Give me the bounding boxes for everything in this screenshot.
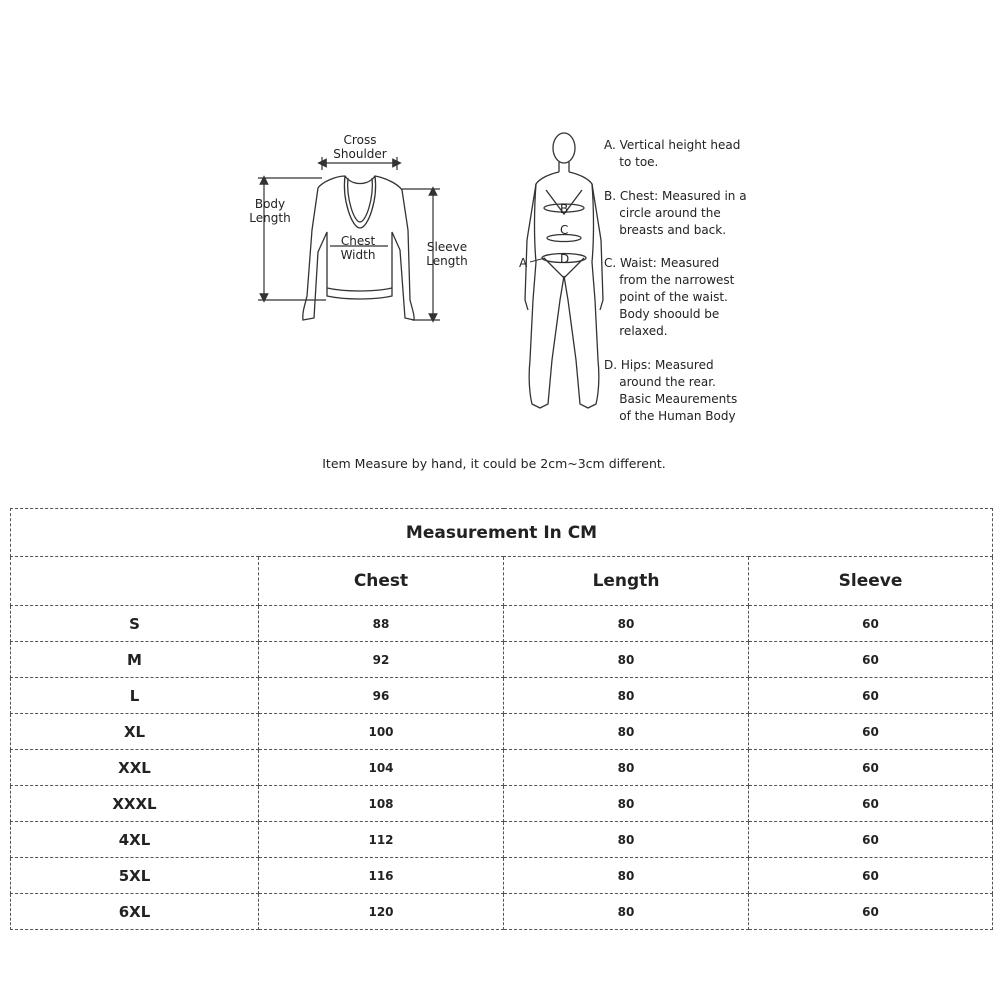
header-length: Length: [504, 557, 749, 606]
table-title-row: [11, 509, 993, 557]
chest-cell: 96: [259, 678, 504, 714]
length-cell: 80: [504, 858, 749, 894]
sleeve-cell: 60: [749, 642, 993, 678]
length-cell: 80: [504, 606, 749, 642]
sleeve-cell: 60: [749, 786, 993, 822]
table-title: Measurement In CM: [11, 509, 993, 557]
body-length-label: Body Length: [249, 197, 291, 225]
table-row: [11, 606, 993, 642]
cross-shoulder-label: Cross Shoulder: [333, 133, 387, 161]
table-row: [11, 678, 993, 714]
sleeve-cell: 60: [749, 894, 993, 930]
header-chest: Chest: [259, 557, 504, 606]
size-cell: M: [11, 642, 259, 678]
legend-item-b: B. Chest: Measured in a circle around the breasts and back.: [604, 189, 747, 237]
table-row: [11, 750, 993, 786]
sleeve-cell: 60: [749, 714, 993, 750]
size-cell: XXL: [11, 750, 259, 786]
sleeve-cell: 60: [749, 750, 993, 786]
chest-cell: 104: [259, 750, 504, 786]
size-cell: 5XL: [11, 858, 259, 894]
chest-cell: 120: [259, 894, 504, 930]
size-cell: S: [11, 606, 259, 642]
header-sleeve: Sleeve: [749, 557, 993, 606]
sleeve-cell: 60: [749, 678, 993, 714]
chest-width-label: Chest Width: [340, 234, 376, 262]
size-cell: 6XL: [11, 894, 259, 930]
table-header-row: [11, 557, 993, 606]
legend-item-a: A. Vertical height head to toe.: [604, 138, 741, 169]
table-row: [11, 858, 993, 894]
size-cell: L: [11, 678, 259, 714]
chest-cell: 100: [259, 714, 504, 750]
length-cell: 80: [504, 678, 749, 714]
legend-item-d: D. Hips: Measured around the rear. Basic Meaurements of the Human Body: [604, 358, 738, 423]
size-cell: XL: [11, 714, 259, 750]
point-c-label: C: [560, 223, 569, 237]
human-body-icon: [525, 133, 603, 408]
size-cell: XXXL: [11, 786, 259, 822]
point-a-label: A: [519, 256, 528, 270]
chest-cell: 92: [259, 642, 504, 678]
measurement-note: Item Measure by hand, it could be 2cm~3cm different.: [322, 456, 666, 471]
table-row: [11, 894, 993, 930]
size-cell: 4XL: [11, 822, 259, 858]
length-cell: 80: [504, 786, 749, 822]
length-cell: 80: [504, 750, 749, 786]
point-d-label: D: [560, 252, 570, 266]
table-row: [11, 786, 993, 822]
header-size: [11, 557, 259, 606]
length-cell: 80: [504, 714, 749, 750]
length-cell: 80: [504, 642, 749, 678]
length-cell: 80: [504, 822, 749, 858]
chest-cell: 108: [259, 786, 504, 822]
sleeve-cell: 60: [749, 822, 993, 858]
table-row: [11, 822, 993, 858]
chest-cell: 116: [259, 858, 504, 894]
sleeve-cell: 60: [749, 606, 993, 642]
table-row: [11, 714, 993, 750]
legend-item-c: C. Waist: Measured from the narrowest point of the waist. Body shoould be relaxed.: [604, 256, 735, 338]
table-row: [11, 642, 993, 678]
point-b-label: B: [560, 202, 569, 216]
size-chart-table: [10, 508, 993, 930]
chest-cell: 88: [259, 606, 504, 642]
sleeve-cell: 60: [749, 858, 993, 894]
length-cell: 80: [504, 894, 749, 930]
chest-cell: 112: [259, 822, 504, 858]
sleeve-length-label: Sleeve Length: [426, 240, 468, 268]
